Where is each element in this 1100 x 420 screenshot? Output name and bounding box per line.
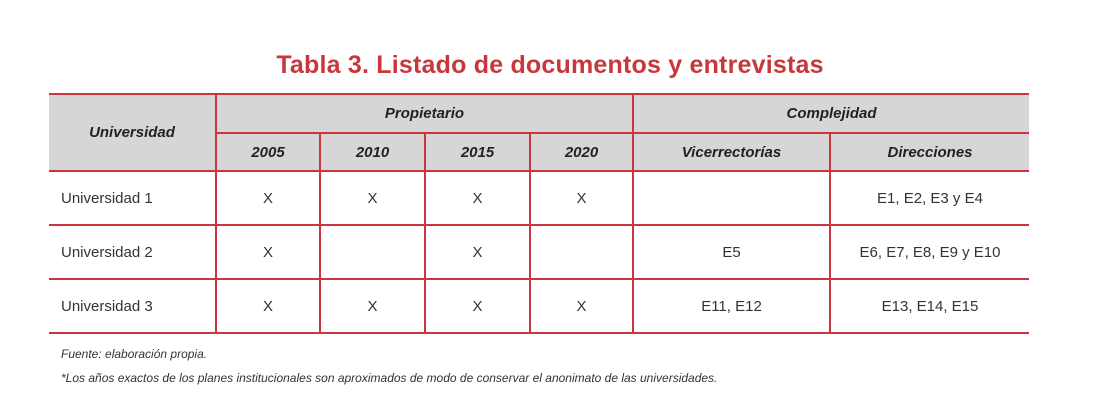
header-year-2010: 2010	[320, 133, 425, 171]
source-note: Fuente: elaboración propia.	[61, 347, 208, 361]
cell-direcciones: E6, E7, E8, E9 y E10	[830, 225, 1029, 279]
cell-2015: X	[425, 225, 530, 279]
cell-universidad: Universidad 2	[49, 225, 216, 279]
header-propietario: Propietario	[216, 94, 633, 133]
cell-vicerrectorias	[633, 171, 830, 225]
header-complejidad: Complejidad	[633, 94, 1029, 133]
header-year-2005: 2005	[216, 133, 320, 171]
cell-2005: X	[216, 279, 320, 333]
cell-2020: X	[530, 279, 633, 333]
footnote: *Los años exactos de los planes institucionales son aproximados de modo de conservar el anonimato de las universidades.	[61, 371, 718, 385]
cell-universidad: Universidad 1	[49, 171, 216, 225]
header-row-groups	[49, 94, 1029, 133]
cell-2010: X	[320, 279, 425, 333]
cell-2005: X	[216, 171, 320, 225]
documents-interviews-table	[49, 93, 1029, 334]
table-row	[49, 171, 1029, 225]
cell-2005: X	[216, 225, 320, 279]
cell-2010: X	[320, 171, 425, 225]
cell-direcciones: E1, E2, E3 y E4	[830, 171, 1029, 225]
header-vicerrectorias: Vicerrectorías	[633, 133, 830, 171]
table-title: Tabla 3. Listado de documentos y entrevistas	[276, 51, 824, 79]
header-year-2020: 2020	[530, 133, 633, 171]
cell-2015: X	[425, 171, 530, 225]
header-year-2015: 2015	[425, 133, 530, 171]
cell-universidad: Universidad 3	[49, 279, 216, 333]
header-direcciones: Direcciones	[830, 133, 1029, 171]
header-universidad: Universidad	[49, 94, 216, 171]
cell-2020	[530, 225, 633, 279]
cell-2015: X	[425, 279, 530, 333]
table-row	[49, 279, 1029, 333]
cell-vicerrectorias: E5	[633, 225, 830, 279]
cell-vicerrectorias: E11, E12	[633, 279, 830, 333]
table-row	[49, 225, 1029, 279]
cell-direcciones: E13, E14, E15	[830, 279, 1029, 333]
cell-2020: X	[530, 171, 633, 225]
cell-2010	[320, 225, 425, 279]
